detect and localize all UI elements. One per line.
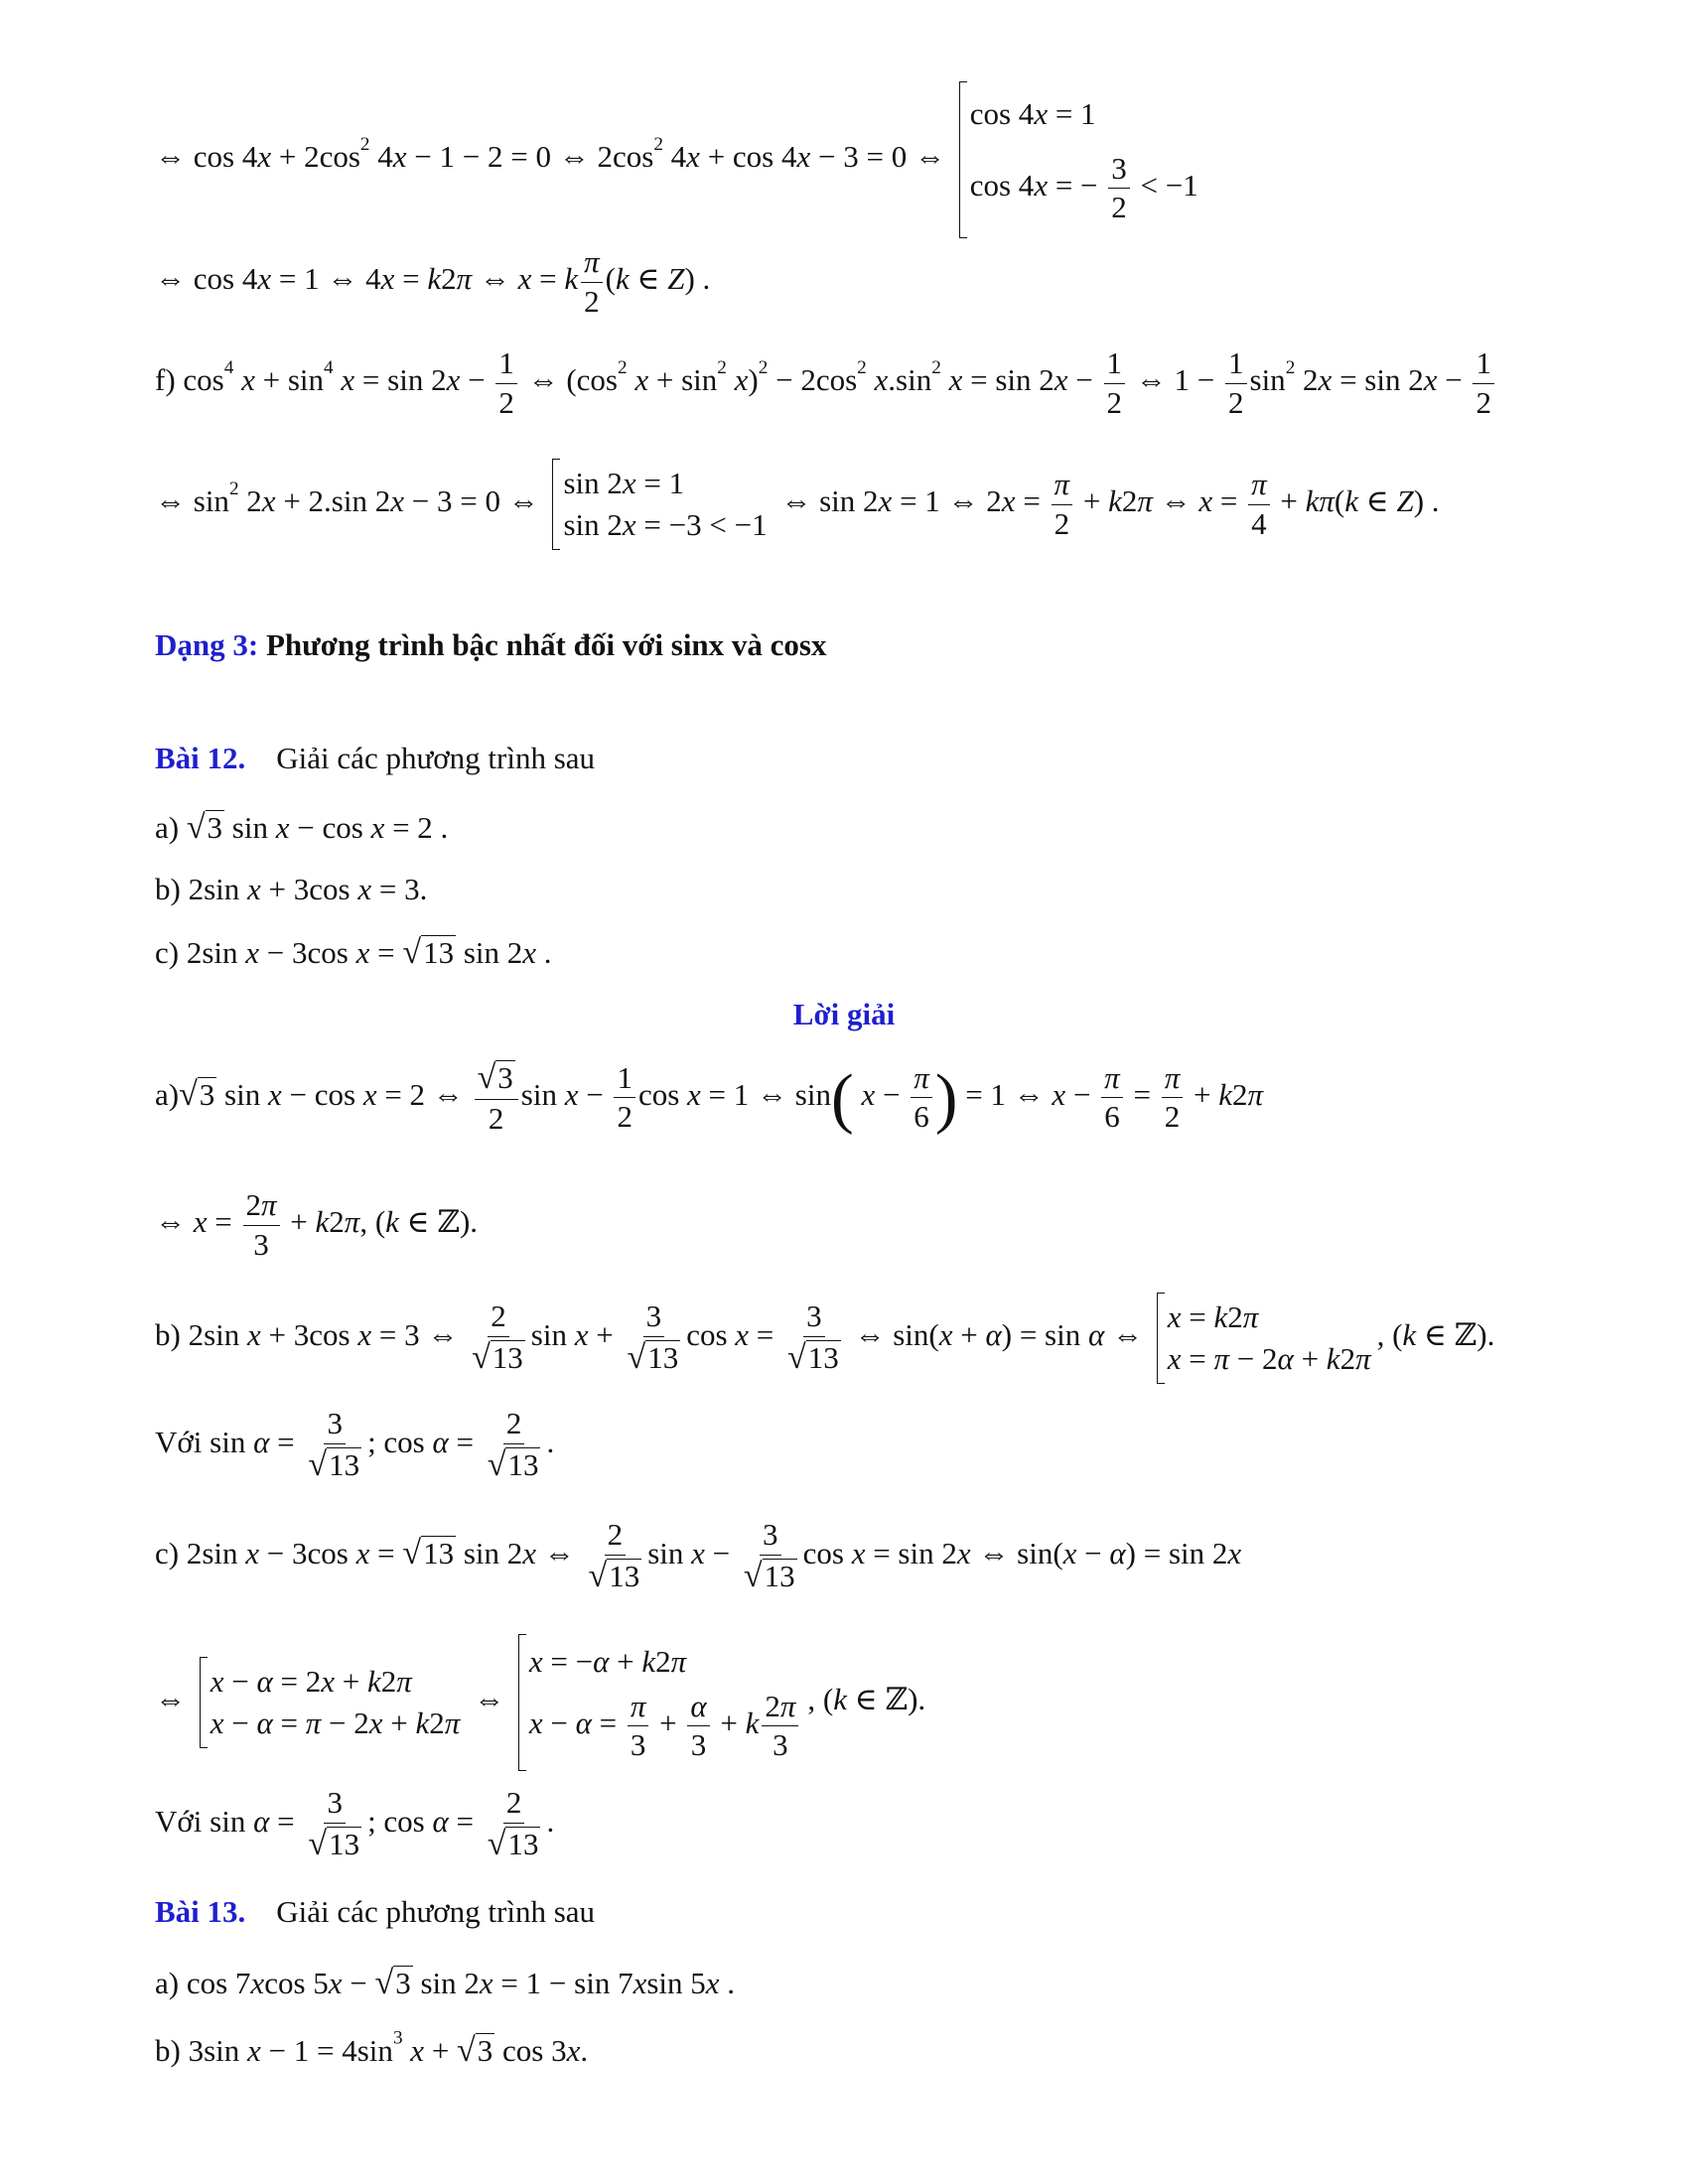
solution-12-b-alpha: Với sin α = $\frac{3}{√13}$ ; cos α = $\frac{2}{√13}$ . [155,1406,555,1483]
item-label: a) [155,810,180,845]
solution-heading: Lời giải [792,997,896,1031]
problem-12-prompt: Giải các phương trình sau [276,741,596,775]
item-label: c) [155,1535,180,1570]
voi-label: Với [155,1424,203,1459]
problem-12-b: b) 2sin x + 3cos x = 3. [155,872,428,906]
problem-13-prompt: Giải các phương trình sau [276,1894,596,1929]
solution-12-b: b) 2sin x + 3cos x = 3 ⇔ $\frac{2}{√13}$ sin x + $\frac{3}{√13}$ cos x = $\frac{3}{√13}$ ⇔ sin(x + α) = sin α ⇔ x = k2π x = π − 2α + k2π , (k ∈ ℤ). [155,1293,1494,1384]
problem-12-label: Bài 12. [155,741,246,775]
solution-12-a-line2: ⇔ x = $\frac{2\pi}{3}$ + k2π, (k ∈ ℤ). [155,1187,479,1262]
item-label: a) [155,1966,180,2000]
section-label: Dạng 3: [155,627,259,662]
problem-12-c: c) 2sin x − 3cos x = √13 sin 2x . [155,934,552,971]
problem-13-b: b) 3sin $x - 1 = 4\sin^3$ x + √3 cos 3x. [155,2027,589,2069]
problem-12-heading [155,743,595,773]
problem-13-label: Bài 13. [155,1894,246,1929]
item-label: c) [155,935,180,970]
solution-12-a-line1: a)√3 sin x − cos x = 2 ⇔ $\frac{√3}{2}$ sin x − $\frac{1}{2}$ cos x = 1 ⇔ sin( x − $\frac{\pi}{6}$ ) = 1 ⇔ x − $\frac{\pi}{6}$ = $\frac{\pi}{2}$ + k2π [155,1059,1263,1136]
section-title: Phương trình bậc nhất đối với sinx và cosx [265,627,827,662]
problem-12-a: a) √3 sin x − cos x = 2 . [155,809,449,846]
problem-13-a: a) cos 7xcos 5x − √3 sin 2x = 1 − sin 7xsin 5x . [155,1965,736,2001]
item-label: b) [155,1317,181,1353]
problem-13-heading [155,1896,595,1927]
item-label: a) [155,1076,180,1112]
section-heading [155,629,827,660]
solution-12-c-alpha: Với sin α = $\frac{3}{√13}$ ; cos α = $\frac{2}{√13}$ . [155,1785,555,1862]
solution-12-c-line1: c) 2sin x − 3cos x = √13 sin 2x ⇔ $\frac{2}{√13}$ sin x − $\frac{3}{√13}$ cos x = sin 2x ⇔ sin(x − α) = sin 2x [155,1517,1242,1594]
part-f-label: f) [155,362,176,398]
item-label: b) [155,872,181,906]
eq-f-line1: f) $\cos^4 x + \sin^4 x = \sin 2x$ − $\frac{1}{2}$ ⇔ ($\cos^2$ $x + \sin^2 x)^2 - 2\cos^2$ $x.\sin^2$ x = sin 2x − $\frac{1}{2}$ ⇔ 1 − $\frac{1}{2}$ $\sin^2 2x = \sin 2x$ − $\frac{1}{2}$ [155,347,1497,419]
eq-f-line2: ⇔ $\sin^2 2x + 2.\sin$ 2x − 3 = 0 ⇔ sin 2x = 1 sin 2x = −3 < −1 ⇔ sin 2x = 1 ⇔ 2x = $\frac{\pi}{2}$ + k2π ⇔ x = $\frac{\pi}{4}$ + kπ(k ∈ Z) . [155,459,1440,550]
eq-e-line1: ⇔ $\cos 4x + 2\cos^2$ 4x − 1 − 2 = 0 ⇔ $2\cos^2$ 4x + cos 4x − 3 = 0 ⇔ cos 4x = 1 cos 4x = − $\frac{3}{2}$ < −1 [155,81,1204,238]
eq-e-line2: ⇔ cos 4x = 1 ⇔ 4x = k2π ⇔ x = k $\frac{\pi}{2}$ (k ∈ Z) . [155,244,711,319]
item-label: b) [155,2033,181,2068]
solution-12-c-line2: ⇔ x − α = 2x + k2π x − α = π − 2x + k2π ⇔ x = −α + k2π x − α = $\frac{\pi}{3}$ + $\frac{\alpha}{3}$ + k $\frac{2\pi}{3}$ , (k ∈ ℤ). [155,1634,925,1771]
voi-label: Với [155,1803,203,1839]
